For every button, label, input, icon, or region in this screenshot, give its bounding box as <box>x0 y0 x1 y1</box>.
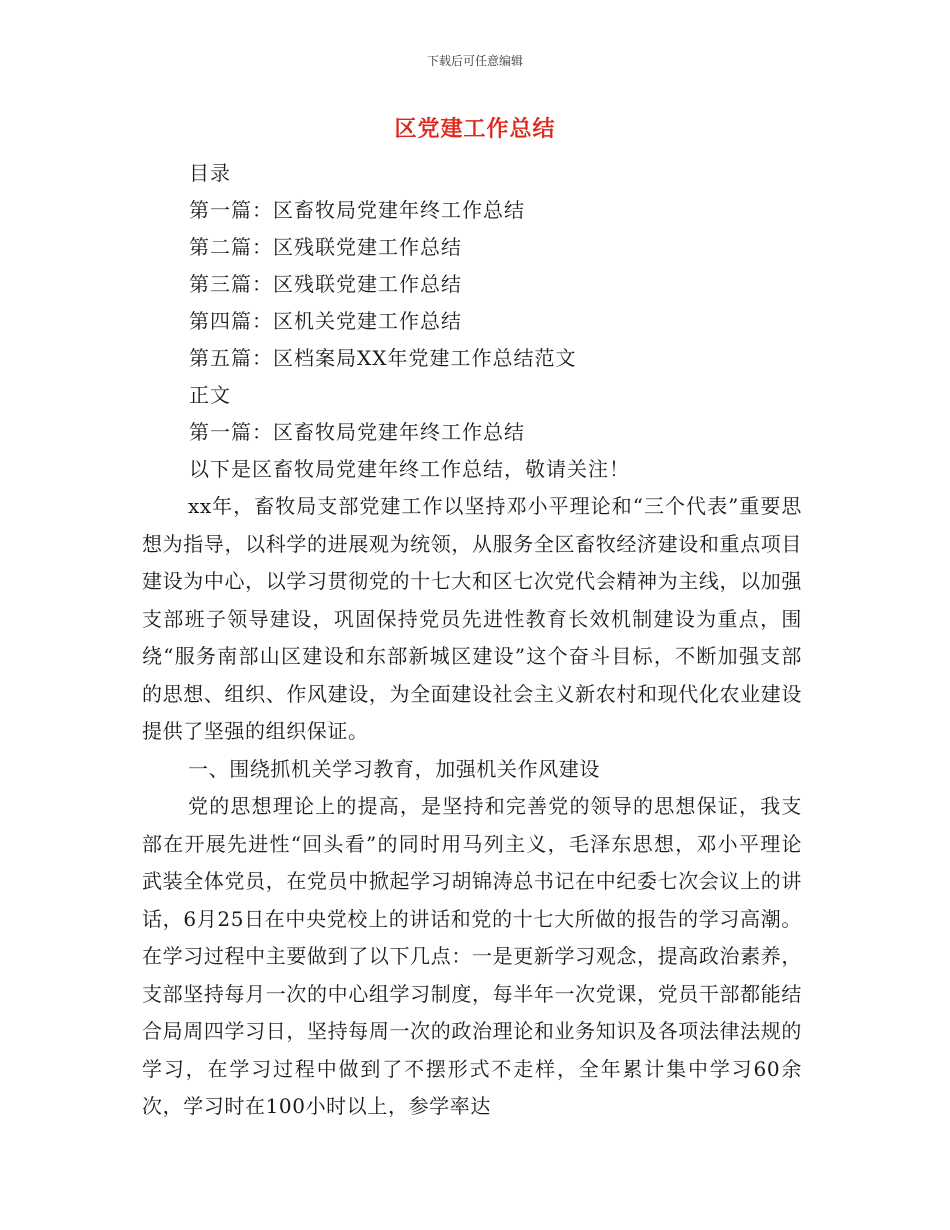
toc-item-1: 第一篇：区畜牧局党建年终工作总结 <box>189 198 525 222</box>
toc-item-4: 第四篇：区机关党建工作总结 <box>189 309 462 333</box>
toc-item-2: 第二篇：区残联党建工作总结 <box>189 235 462 259</box>
body-heading: 正文 <box>189 383 231 407</box>
subheading-one: 一、围绕抓机关学习教育，加强机关作风建设 <box>188 756 600 781</box>
document-body <box>142 488 802 1126</box>
intro-line: 以下是区畜牧局党建年终工作总结，敬请关注！ <box>189 457 630 481</box>
toc-item-5: 第五篇：区档案局XX年党建工作总结范文 <box>189 346 577 370</box>
section-title: 第一篇：区畜牧局党建年终工作总结 <box>189 420 525 444</box>
paragraph-overview: xx年，畜牧局支部党建工作以坚持邓小平理论和“三个代表”重要思想为指导，以科学的进展观为统领，从服务全区畜牧经济建设和重点项目建设为中心，以学习贯彻党的十七大和区七次党代会精神为主线，以加强支部班子领导建设，巩固保持党员先进性教育长效机制建设为重点，围绕“服务南部山区建设和东部新城区建设”这个奋斗目标，不断加强支部的思想、组织、作风建设，为全面建设社会主义新农村和现代化农业建设提供了坚强的组织保证。 <box>142 494 802 743</box>
paragraph-study: 党的思想理论上的提高，是坚持和完善党的领导的思想保证，我支部在开展先进性“回头看”的同时用马列主义，毛泽东思想，邓小平理论武装全体党员，在党员中掀起学习胡锦涛总书记在中纪委七次会议上的讲话，6月25日在中央党校上的讲话和党的十七大所做的报告的学习高潮。在学习过程中主要做到了以下几点：一是更新学习观念，提高政治素养，支部坚持每月一次的中心组学习制度，每半年一次党课，党员干部都能结合局周四学习日，坚持每周一次的政治理论和业务知识及各项法律法规的学习，在学习过程中做到了不摆形式不走样，全年累计集中学习60余次，学习时在100小时以上，参学率达 <box>142 794 802 1118</box>
header-note: 下载后可任意编辑 <box>426 54 523 68</box>
document-title: 区党建工作总结 <box>394 117 556 142</box>
toc-heading: 目录 <box>189 161 231 185</box>
toc-item-3: 第三篇：区残联党建工作总结 <box>189 272 462 296</box>
table-of-contents <box>189 155 809 488</box>
